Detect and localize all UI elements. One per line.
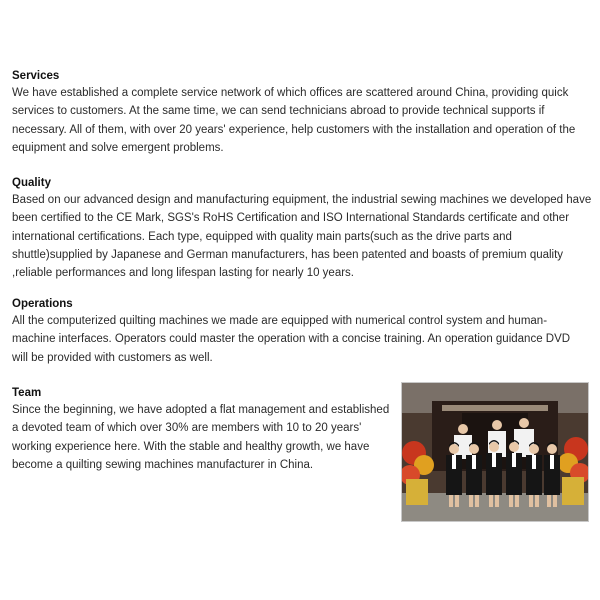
team-photo-illustration <box>402 383 588 521</box>
operations-heading: Operations <box>12 298 73 310</box>
team-section <box>12 385 392 474</box>
operations-text: All the computerized quilting machines we made are equipped with numerical control system and human-machine interfaces. Operators could master the operation with a concise training. An operation guidance DVD will be provided with customers as well. <box>12 315 571 364</box>
team-photo <box>401 382 589 522</box>
services-text: We have established a complete service network of which offices are scattered around China, providing quick services to customers. At the same time, we can send technicians abroad to provide technical supports if necessary. All of them, with over 20 years' experience, help customers with the installation and operation of the equipment and solve emergent problems. <box>12 87 576 154</box>
services-section <box>12 68 587 157</box>
operations-section <box>12 296 587 367</box>
team-text: Since the beginning, we have adopted a flat management and established a devoted team of which over 30% are members with 10 to 20 years' working experience here. With the stable and healthy growth, we have become a quilting sewing machines manufacturer in China. <box>12 404 390 471</box>
services-heading: Services <box>12 70 60 82</box>
quality-heading: Quality <box>12 177 51 189</box>
quality-section <box>12 175 592 282</box>
team-heading: Team <box>12 387 42 399</box>
quality-text: Based on our advanced design and manufacturing equipment, the industrial sewing machines we developed have been certified to the CE Mark, SGS's RoHS Certification and ISO International Standards certificate and other international certifications. Each type, equipped with quality main parts(such as the drive parts and shuttle)supplied by Japanese and German manufacturers, has been patented and boasts of premium quality ,reliable performances and long lifespan lasting for nearly 10 years. <box>12 194 592 280</box>
